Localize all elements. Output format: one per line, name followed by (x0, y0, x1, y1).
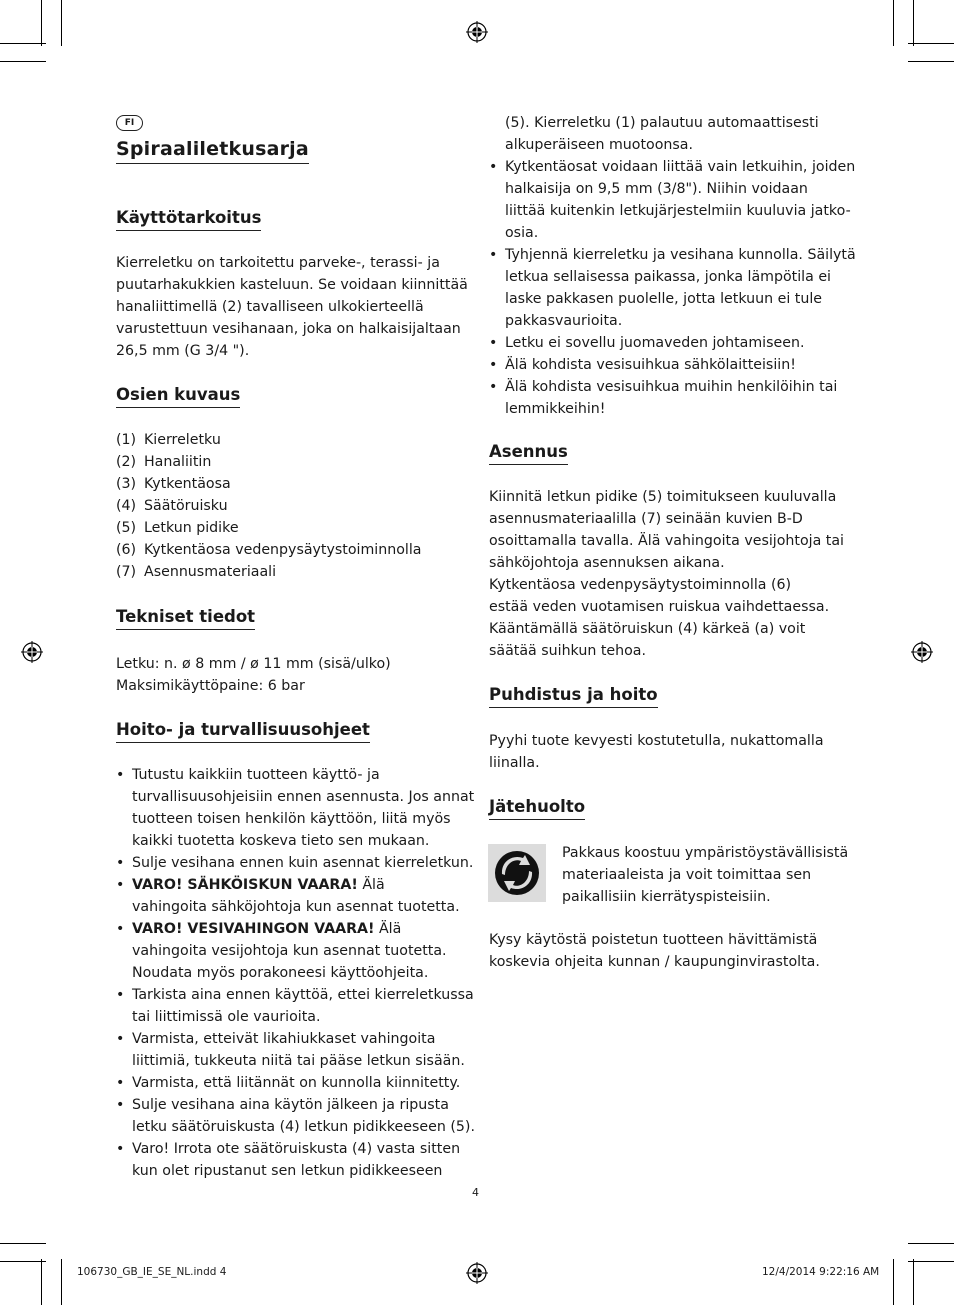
crop-mark (0, 43, 46, 44)
list-item (116, 495, 421, 517)
list-item: • Älä kohdista vesisuihkua muihin henkilöihin tai lemmikkeihin! (489, 376, 856, 420)
crop-mark (908, 1243, 954, 1244)
text-line: Älä (374, 921, 402, 937)
list-item (116, 517, 421, 539)
warning-text: VARO! SÄHKÖISKUN VAARA! (132, 877, 358, 893)
text-line: Kysy käytöstä poistetun tuotteen hävittämistä (489, 932, 818, 948)
list-item: • Letku ei sovellu juomaveden johtamiseen. (489, 332, 856, 354)
text-line: Varmista, että liitännät on kunnolla kiinnitetty. (132, 1075, 461, 1091)
section-heading-tekniset-tiedot: Tekniset tiedot (116, 607, 255, 630)
text-line: koskevia ohjeita kunnan / kaupunginvirastolta. (489, 954, 820, 970)
list-item: • Tutustu kaikkiin tuotteen käyttö- ja turvallisuusohjeisiin ennen asennusta. Jos annat tuotteen toisen henkilön käyttöön, liitä myös kaikki tuotetta koskeva tieto sen mukaan. (116, 764, 475, 852)
text-line: alkuperäiseen muotoonsa. (505, 137, 693, 153)
crop-mark (908, 61, 954, 62)
text-line: Letku: n. ø 8 mm / ø 11 mm (sisä/ulko) (116, 656, 391, 672)
text-line: tai liittimissä ole vaurioita. (132, 1009, 321, 1025)
text-line: letkua sellaisessa paikassa, jonka lämpötila ei (505, 269, 831, 285)
list-item: • Kytkentäosat voidaan liittää vain letkuihin, joiden halkaisija on 9,5 mm (3/8"). Niihin voidaan liittää kuitenkin letkujärjestelmiin kuuluvia jatko- osia. (489, 156, 856, 244)
text-line: hanaliittimellä (2) tavalliseen ulkokierteellä (116, 299, 424, 315)
part-label: Säätöruisku (144, 498, 228, 514)
text-line: lemmikkeihin! (505, 401, 606, 417)
crop-mark (61, 0, 62, 46)
part-label: Kierreletku (144, 432, 221, 448)
section-heading-puhdistus: Puhdistus ja hoito (489, 685, 658, 708)
part-label: Letkun pidike (144, 520, 239, 536)
safety-bullet-list (116, 764, 475, 1182)
text-line: Maksimikäyttöpaine: 6 bar (116, 678, 305, 694)
text-line: sähköjohtoja asennuksen aikana. (489, 555, 725, 571)
crop-mark (913, 0, 914, 46)
registration-mark-icon (21, 641, 43, 663)
section-heading-osien-kuvaus: Osien kuvaus (116, 385, 240, 408)
text-line: säätää suihkun tehoa. (489, 643, 646, 659)
text-line: halkaisija on 9,5 mm (3/8"). Niihin voidaan (505, 181, 808, 197)
section-heading-asennus: Asennus (489, 442, 568, 465)
puhdistus-text (489, 730, 824, 774)
section-heading-kayttotarkoitus: Käyttötarkoitus (116, 208, 261, 231)
text-line: liinalla. (489, 755, 540, 771)
kayttotarkoitus-text (116, 252, 468, 362)
text-line: tuotteen toisen henkilön käyttöön, liitä myös (132, 811, 451, 827)
part-number: (3) (116, 476, 137, 492)
text-line: Kytkentäosat voidaan liittää vain letkuihin, joiden (505, 159, 856, 175)
part-number: (7) (116, 564, 137, 580)
text-line: letku säätöruiskusta (4) letkun pidikkeeseen (5). (132, 1119, 475, 1135)
list-item (116, 473, 421, 495)
section-heading-hoito: Hoito- ja turvallisuusohjeet (116, 720, 370, 743)
crop-mark (913, 1259, 914, 1305)
crop-mark (41, 1259, 42, 1305)
text-line: kun olet ripustanut sen letkun pidikkeeseen (132, 1163, 443, 1179)
crop-mark (41, 0, 42, 46)
part-label: Kytkentäosa vedenpysäytystoiminnolla (144, 542, 422, 558)
text-line: Kääntämällä säätöruiskun (4) kärkeä (a) voit (489, 621, 806, 637)
text-line: turvallisuusohjeisiin ennen asennusta. Jos annat (132, 789, 475, 805)
text-line: Varmista, etteivät likahiukkaset vahingoita (132, 1031, 436, 1047)
list-item: • Sulje vesihana aina käytön jälkeen ja ripusta letku säätöruiskusta (4) letkun pidikkeeseen (5). (116, 1094, 475, 1138)
list-item: • Varmista, että liitännät on kunnolla kiinnitetty. (116, 1072, 475, 1094)
crop-mark (893, 0, 894, 46)
list-item: • Varmista, etteivät likahiukkaset vahingoita liittimiä, tukkeuta niitä tai pääse letkun sisään. (116, 1028, 475, 1072)
footer-timestamp: 12/4/2014 9:22:16 AM (762, 1266, 880, 1278)
text-line: osoittamalla tavalla. Älä vahingoita vesijohtoja tai (489, 533, 844, 549)
footer-filename: 106730_GB_IE_SE_NL.indd 4 (77, 1266, 227, 1278)
text-line: Älä (357, 877, 385, 893)
continuation-text (505, 112, 819, 156)
list-item: • Varo! Irrota ote säätöruiskusta (4) vasta sitten kun olet ripustanut sen letkun pidikkeeseen (116, 1138, 475, 1182)
parts-list (116, 429, 421, 583)
text-line: pakkasvaurioita. (505, 313, 623, 329)
list-item: • VARO! VESIVAHINGON VAARA! Älä vahingoita vesijohtoja kun asennat tuotetta. Noudata myös porakoneesi käyttöohjeita. (116, 918, 475, 984)
crop-mark (0, 1243, 46, 1244)
text-line: laske pakkasen puolelle, jotta letkuun ei tule (505, 291, 823, 307)
text-line: paikallisiin kierrätyspisteisiin. (562, 889, 771, 905)
text-line: Kiinnitä letkun pidike (5) toimitukseen kuuluvalla (489, 489, 837, 505)
text-line: varustettuun vesihanaan, joka on halkaisijaltaan (116, 321, 461, 337)
text-line: materiaaleista ja voit toimittaa sen (562, 867, 812, 883)
text-line: Älä kohdista vesisuihkua sähkölaitteisiin! (505, 357, 796, 373)
text-line: osia. (505, 225, 539, 241)
list-item (116, 561, 421, 583)
text-line: asennusmateriaalilla (7) seinään kuvien B-D (489, 511, 803, 527)
text-line: Pakkaus koostuu ympäristöystävällisistä (562, 845, 849, 861)
text-line: Pyyhi tuote kevyesti kostutetulla, nukattomalla (489, 733, 824, 749)
list-item: • Sulje vesihana ennen kuin asennat kierreletkun. (116, 852, 475, 874)
text-line: Varo! Irrota ote säätöruiskusta (4) vasta sitten (132, 1141, 461, 1157)
part-number: (5) (116, 520, 137, 536)
crop-mark (61, 1259, 62, 1305)
text-line: vahingoita vesijohtoja kun asennat tuotetta. (132, 943, 447, 959)
part-number: (6) (116, 542, 137, 558)
section-heading-jatehuolto: Jätehuolto (489, 797, 585, 820)
registration-mark-icon (466, 21, 488, 43)
text-line: vahingoita sähköjohtoja kun asennat tuotetta. (132, 899, 460, 915)
part-label: Hanaliitin (144, 454, 212, 470)
page-number: 4 (472, 1186, 479, 1199)
text-line: Kierreletku on tarkoitettu parveke-, terassi- ja (116, 255, 440, 271)
part-label: Asennusmateriaali (144, 564, 277, 580)
page-title: Spiraaliletkusarja (116, 138, 309, 164)
warning-text: VARO! VESIVAHINGON VAARA! (132, 921, 375, 937)
text-line: kaikki tuotetta koskeva tieto sen mukaan. (132, 833, 430, 849)
crop-mark (0, 61, 46, 62)
text-line: 26,5 mm (G 3/4 "). (116, 343, 250, 359)
crop-mark (908, 43, 954, 44)
part-label: Kytkentäosa (144, 476, 231, 492)
jatehuolto-icon-text (562, 842, 848, 908)
text-line: (5). Kierreletku (1) palautuu automaattisesti (505, 115, 819, 131)
text-line: Sulje vesihana ennen kuin asennat kierreletkun. (132, 855, 474, 871)
text-line: Tarkista aina ennen käyttöä, ettei kierreletkussa (132, 987, 474, 1003)
text-line: liittimiä, tukkeuta niitä tai pääse letkun sisään. (132, 1053, 465, 1069)
tekniset-tiedot-text (116, 653, 391, 697)
part-number: (4) (116, 498, 137, 514)
text-line: estää veden vuotamisen ruiskua vaihdettaessa. (489, 599, 830, 615)
list-item (116, 539, 421, 561)
text-line: puutarhakukkien kasteluun. Se voidaan kiinnittää (116, 277, 468, 293)
jatehuolto-text (489, 929, 820, 973)
text-line: Tutustu kaikkiin tuotteen käyttö- ja (132, 767, 380, 783)
registration-mark-icon (911, 641, 933, 663)
asennus-text (489, 486, 844, 662)
list-item (116, 429, 421, 451)
text-line: liittää kuitenkin letkujärjestelmiin kuuluvia jatko- (505, 203, 851, 219)
registration-mark-icon (466, 1262, 488, 1284)
text-line: Älä kohdista vesisuihkua muihin henkilöihin tai (505, 379, 838, 395)
list-item: • VARO! SÄHKÖISKUN VAARA! Älä vahingoita sähköjohtoja kun asennat tuotetta. (116, 874, 475, 918)
crop-mark (908, 1261, 954, 1262)
text-line: Sulje vesihana aina käytön jälkeen ja ripusta (132, 1097, 449, 1113)
list-item: • Tarkista aina ennen käyttöä, ettei kierreletkussa tai liittimissä ole vaurioita. (116, 984, 475, 1028)
part-number: (2) (116, 454, 137, 470)
safety-bullet-list-continued (489, 156, 856, 420)
list-item: • Tyhjennä kierreletku ja vesihana kunnolla. Säilytä letkua sellaisessa paikassa, jonka lämpötila ei laske pakkasen puolelle, jotta letkuun ei tule pakkasvaurioita. (489, 244, 856, 332)
list-item: • Älä kohdista vesisuihkua sähkölaitteisiin! (489, 354, 856, 376)
text-line: Tyhjennä kierreletku ja vesihana kunnolla. Säilytä (505, 247, 856, 263)
text-line: Letku ei sovellu juomaveden johtamiseen. (505, 335, 805, 351)
list-item (116, 451, 421, 473)
text-line: Kytkentäosa vedenpysäytystoiminnolla (6) (489, 577, 792, 593)
language-badge: FI (116, 115, 143, 131)
part-number: (1) (116, 432, 137, 448)
text-line: Noudata myös porakoneesi käyttöohjeita. (132, 965, 429, 981)
crop-mark (893, 1259, 894, 1305)
crop-mark (0, 1261, 46, 1262)
recycling-green-dot-icon (488, 844, 546, 902)
